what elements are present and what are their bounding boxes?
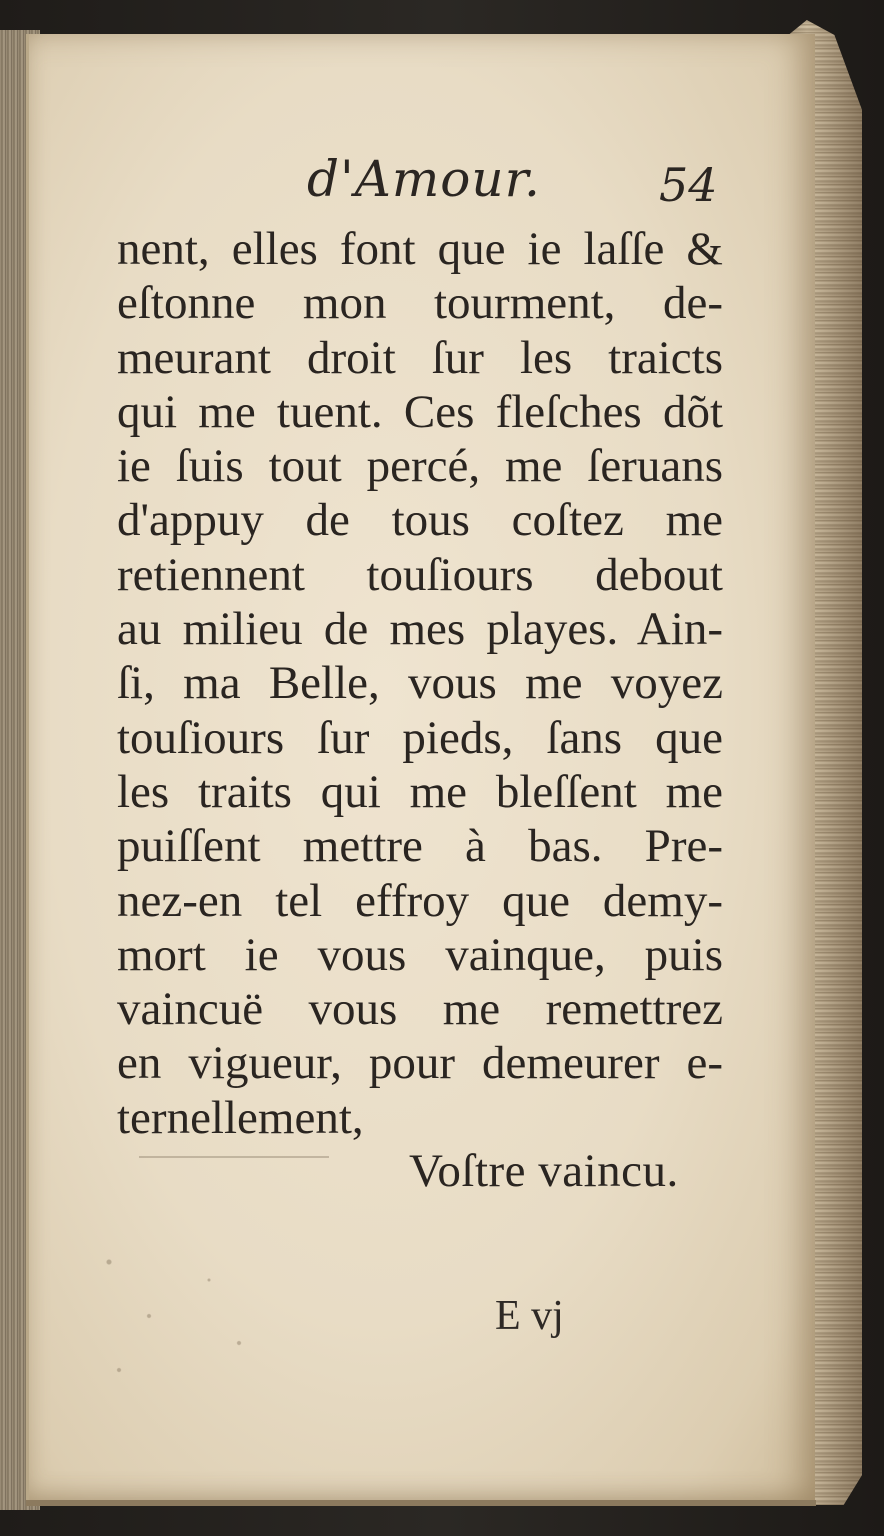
text-line: eſtonne mon tourment, de- xyxy=(117,277,723,330)
text-line: retiennent touſiours debout xyxy=(117,548,723,601)
text-line: nent, elles font que ie laſſe & xyxy=(117,223,723,275)
text-line: ſi, ma Belle, vous me voyez xyxy=(117,657,723,710)
text-line: nez-en tel effroy que demy- xyxy=(117,874,723,927)
page-number: 54 xyxy=(659,158,718,212)
book-page xyxy=(26,34,815,1504)
page-bottom-edge xyxy=(26,1500,816,1506)
text-line: en vigueur, pour demeurer e- xyxy=(117,1037,723,1090)
signature-mark: E vj xyxy=(495,1293,564,1339)
page-header xyxy=(29,144,815,224)
text-line: ie ſuis tout percé, me ſeruans xyxy=(117,440,723,493)
running-head: d'Amour. xyxy=(307,150,541,208)
text-line: d'appuy de tous coſtez me xyxy=(117,494,723,547)
text-line: les traits qui me bleſſent me xyxy=(117,765,723,818)
text-line: qui me tuent. Ces fleſches dõt xyxy=(117,385,723,438)
text-line: mort ie vous vainque, puis xyxy=(117,928,723,981)
paper-specks xyxy=(89,1244,289,1424)
text-line: touſiours ſur pieds, ſans que xyxy=(117,711,723,764)
signature: Voſtre vaincu. xyxy=(409,1145,679,1197)
text-line: meurant droit ſur les traicts xyxy=(117,331,723,384)
body-text xyxy=(117,222,723,1145)
signature-rule xyxy=(139,1156,329,1158)
text-line: vaincuë vous me remettrez xyxy=(117,983,723,1036)
text-line: ternellement, xyxy=(117,1091,364,1144)
text-line: puiſſent mettre à bas. Pre- xyxy=(117,820,723,873)
text-line: au milieu de mes playes. Ain- xyxy=(117,603,723,656)
